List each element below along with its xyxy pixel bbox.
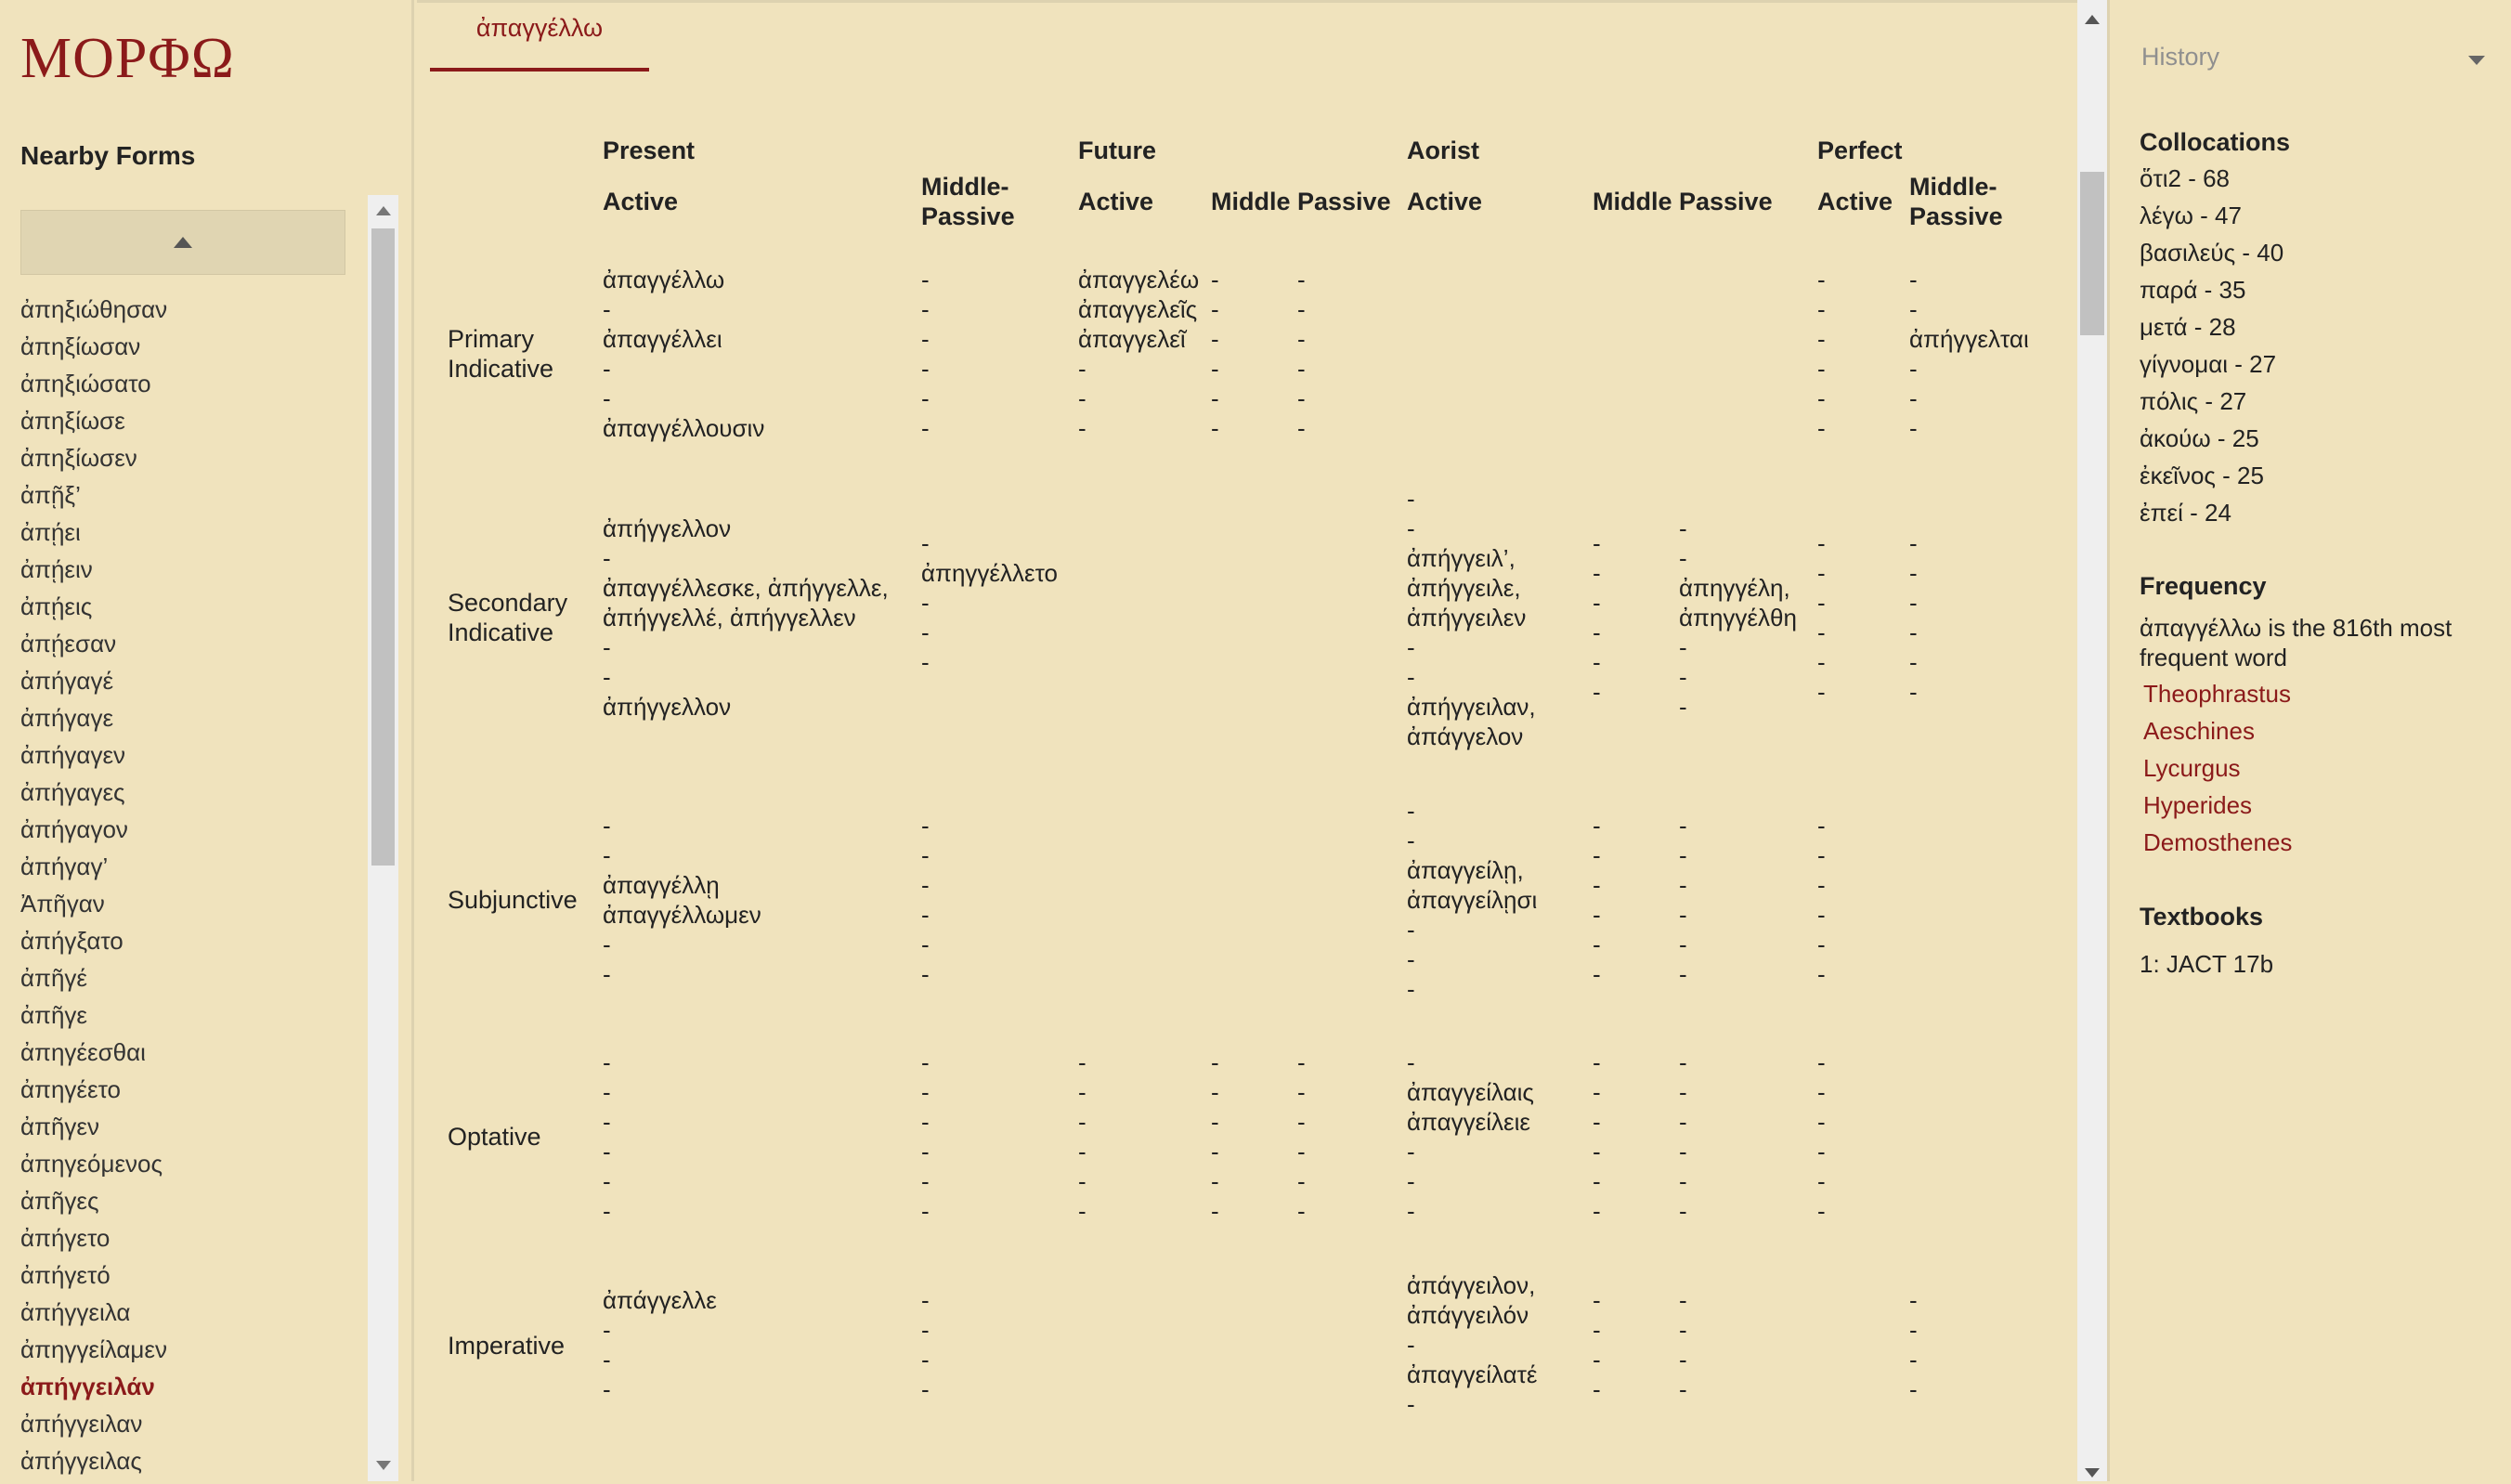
tab-lemma[interactable]: ἀπαγγέλλω [430, 3, 649, 72]
voice-perfect-active: Active [1817, 188, 1893, 215]
caret-up-icon [174, 237, 192, 248]
cell-secondary-perfect-active: - - - - - - [1817, 529, 1826, 706]
cell-optative-aorist-passive: - - - - - - [1679, 1048, 1687, 1225]
nearby-form-item[interactable]: ἀπήγγειλαν [20, 1410, 143, 1438]
nearby-form-item[interactable]: ἀπηξιώσατο [20, 370, 151, 397]
conjugation-table [417, 3, 2077, 1484]
voice-aorist-middle: Middle [1593, 188, 1672, 215]
nearby-form-item[interactable]: ἀπηξίωσεν [20, 444, 137, 472]
collocation-item[interactable]: μετά - 28 [2140, 313, 2236, 341]
scrollbar-thumb[interactable] [2080, 172, 2104, 335]
left-sidebar [0, 0, 414, 1481]
nearby-form-item[interactable]: ἀπηξίωσαν [20, 332, 141, 360]
cell-optative-future-active: - - - - - - [1078, 1048, 1086, 1225]
author-link[interactable]: Hyperides [2143, 791, 2253, 819]
cell-imperative-aorist-active: ἀπάγγειλον, ἀπάγγειλόν - ἀπαγγείλατέ - [1407, 1271, 1538, 1418]
collocation-item[interactable]: πόλις - 27 [2140, 387, 2247, 415]
collocation-item[interactable]: βασιλεύς - 40 [2140, 239, 2284, 267]
mood-imperative: Imperative [448, 1332, 566, 1360]
nearby-form-item[interactable]: ἀπήγγειλας [20, 1447, 142, 1475]
cell-optative-aorist-active: - ἀπαγγείλαις ἀπαγγείλειε - - - [1407, 1048, 1534, 1225]
nearby-form-item[interactable]: ἀπηγγείλαμεν [20, 1335, 168, 1363]
cell-subjunctive-perfect-active: - - - - - - [1817, 812, 1826, 988]
cell-optative-aorist-middle: - - - - - - [1593, 1048, 1601, 1225]
cell-imperative-aorist-middle: - - - - [1593, 1286, 1601, 1403]
cell-subjunctive-present-mp: - - - - - - [921, 812, 930, 988]
cell-imperative-perfect-mp: - - - - [1909, 1286, 1918, 1403]
nearby-form-item[interactable]: ἀπῄεις [20, 592, 93, 620]
collocation-item[interactable]: ἐκεῖνος - 25 [2140, 462, 2264, 489]
frequency-title: Frequency [2140, 572, 2267, 600]
nearby-form-item[interactable]: ἀπήγαγ’ [20, 853, 109, 880]
nearby-form-item[interactable]: ἀπήγαγον [20, 815, 128, 843]
nearby-form-item[interactable]: ἀπήγαγεν [20, 741, 126, 769]
nearby-form-item[interactable]: ἀπήγγειλα [20, 1298, 131, 1326]
collocations-title: Collocations [2140, 128, 2291, 156]
textbooks-list [2140, 945, 2273, 983]
cell-subjunctive-aorist-active: - - ἀπαγγείλῃ, ἀπαγγείλῃσι - - - [1407, 797, 1538, 1003]
mood-secondary-indicative: Secondary Indicative [448, 589, 568, 646]
voice-aorist-active: Active [1407, 188, 1483, 215]
collocation-item[interactable]: ὅτι2 - 68 [2140, 164, 2230, 192]
scroll-up-arrow-icon[interactable] [376, 206, 391, 215]
nearby-scroll-up-button[interactable] [20, 210, 345, 275]
nearby-form-item[interactable]: ἀπήγαγες [20, 778, 125, 806]
voice-present-middle-passive: Middle- Passive [921, 173, 1015, 230]
nearby-form-item[interactable]: ἀπήγξατο [20, 927, 124, 955]
authors-list [2140, 675, 2292, 861]
collocations-list [2140, 160, 2283, 531]
collocation-item[interactable]: ἀκούω - 25 [2140, 424, 2259, 452]
app-logo[interactable]: ΜΟΡΦΩ [20, 27, 235, 90]
right-sidebar [2107, 0, 2511, 1481]
tense-present: Present [603, 137, 696, 164]
voice-future-middle: Middle [1211, 188, 1291, 215]
voice-aorist-passive: Passive [1679, 188, 1773, 215]
cell-subjunctive-aorist-passive: - - - - - - [1679, 812, 1687, 988]
cell-secondary-aorist-active: - - ἀπήγγειλ’, ἀπήγγειλε, ἀπήγγειλεν - - ἀπήγγειλαν, ἀπάγγελον [1407, 485, 1536, 750]
cell-secondary-perfect-mp: - - - - - - [1909, 529, 1918, 706]
chevron-down-icon [2468, 56, 2485, 65]
collocation-item[interactable]: ἐπεί - 24 [2140, 499, 2231, 527]
voice-present-active: Active [603, 188, 679, 215]
cell-optative-perfect-active: - - - - - - [1817, 1048, 1826, 1225]
cell-subjunctive-present-active: - - ἀπαγγέλλῃ ἀπαγγέλλωμεν - - [603, 812, 761, 988]
cell-secondary-aorist-middle: - - - - - - [1593, 529, 1601, 706]
cell-secondary-present-mp: - ἀπηγγέλλετο - - - [921, 529, 1058, 676]
cell-subjunctive-aorist-middle: - - - - - - [1593, 812, 1601, 988]
nearby-form-item[interactable]: ἀπῆγέ [20, 964, 88, 992]
cell-primary-present-mp: - - - - - - [921, 266, 930, 442]
cell-imperative-aorist-passive: - - - - [1679, 1286, 1687, 1403]
cell-optative-future-middle: - - - - - - [1211, 1048, 1219, 1225]
nearby-form-item[interactable]: ἀπῆγες [20, 1187, 99, 1215]
frequency-text: ἀπαγγέλλω is the 816th most frequent word [2140, 614, 2452, 671]
main-scrollbar[interactable] [2077, 0, 2107, 1481]
nearby-form-item[interactable]: ἀπήγετο [20, 1224, 111, 1252]
author-link[interactable]: Theophrastus [2143, 680, 2291, 708]
history-dropdown[interactable] [2141, 43, 2485, 80]
nearby-form-item[interactable]: ἀπήγαγέ [20, 667, 114, 695]
nearby-form-item[interactable]: ἀπήγγειλάν [20, 1373, 155, 1400]
collocation-item[interactable]: γίγνομαι - 27 [2140, 350, 2277, 378]
author-link[interactable]: Aeschines [2143, 717, 2255, 745]
author-link[interactable]: Demosthenes [2143, 828, 2293, 856]
textbook-item[interactable]: 1: JACT 17b [2140, 950, 2274, 978]
main-panel [417, 0, 2077, 1481]
cell-imperative-present-mp: - - - - [921, 1286, 930, 1403]
cell-optative-present-mp: - - - - - - [921, 1048, 930, 1225]
cell-optative-future-passive: - - - - - - [1297, 1048, 1306, 1225]
nearby-form-item[interactable]: Ἀπῆγαν [20, 890, 105, 918]
nearby-form-item[interactable]: ἀπῄειν [20, 555, 93, 583]
nearby-form-item[interactable]: ἀπήγαγε [20, 704, 114, 732]
scroll-down-arrow-icon[interactable] [376, 1461, 391, 1470]
mood-optative: Optative [448, 1123, 541, 1151]
mood-primary-indicative: Primary Indicative [448, 325, 554, 383]
collocation-item[interactable]: παρά - 35 [2140, 276, 2246, 304]
collocation-item[interactable]: λέγω - 47 [2140, 202, 2242, 229]
cell-optative-present-active: - - - - - - [603, 1048, 611, 1225]
cell-primary-future-passive: - - - - - - [1297, 266, 1306, 442]
nearby-form-item[interactable]: ἀπῆγε [20, 1001, 88, 1029]
cell-primary-present-active: ἀπαγγέλλω - ἀπαγγέλλει - - ἀπαγγέλλουσιν [603, 266, 765, 442]
nearby-form-item[interactable]: ἀπηγέεσθαι [20, 1038, 146, 1066]
nearby-forms-title: Nearby Forms [20, 141, 196, 170]
nearby-form-item[interactable]: ἀπῄεσαν [20, 630, 117, 657]
textbooks-title: Textbooks [2140, 903, 2264, 931]
history-label: History [2141, 43, 2220, 71]
nearby-forms-list [20, 291, 364, 1479]
scrollbar-thumb[interactable] [371, 228, 395, 866]
nearby-form-item[interactable]: ἀπηξίωσε [20, 407, 125, 435]
scroll-down-arrow-icon[interactable] [2085, 1468, 2100, 1477]
nearby-form-item[interactable]: ἀπηγέετο [20, 1075, 121, 1103]
mood-subjunctive: Subjunctive [448, 886, 578, 914]
cell-imperative-present-active: ἀπάγγελλε - - - [603, 1286, 717, 1403]
tense-aorist: Aorist [1407, 137, 1480, 164]
cell-primary-future-middle: - - - - - - [1211, 266, 1219, 442]
tense-perfect: Perfect [1817, 137, 1903, 164]
voice-future-active: Active [1078, 188, 1154, 215]
cell-primary-perfect-mp: - - ἀπήγγελται - - - [1909, 266, 2029, 442]
nearby-form-item[interactable]: ἀπῇξ’ [20, 481, 81, 509]
author-link[interactable]: Lycurgus [2143, 754, 2241, 782]
cell-primary-perfect-active: - - - - - - [1817, 266, 1826, 442]
cell-primary-future-active: ἀπαγγελέω ἀπαγγελεῖς ἀπαγγελεῖ - - - [1078, 266, 1200, 442]
nearby-scrollbar[interactable] [368, 195, 398, 1481]
voice-future-passive: Passive [1297, 188, 1391, 215]
nearby-form-item[interactable]: ἀπηξιώθησαν [20, 295, 168, 323]
cell-secondary-present-active: ἀπήγγελλον - ἀπαγγέλλεσκε, ἀπήγγελλε, ἀπήγγελλέ, ἀπήγγελλεν - - ἀπήγγελλον [603, 514, 889, 721]
scroll-up-arrow-icon[interactable] [2085, 15, 2100, 24]
tense-future: Future [1078, 137, 1156, 164]
nearby-form-item[interactable]: ἀπηγεόμενος [20, 1150, 163, 1178]
nearby-form-item[interactable]: ἀπήγετό [20, 1261, 111, 1289]
voice-perfect-middle-passive: Middle- Passive [1909, 173, 2003, 230]
cell-secondary-aorist-passive: - - ἀπηγγέλη, ἀπηγγέλθη - - - [1679, 514, 1797, 721]
nearby-form-item[interactable]: ἀπῄει [20, 518, 81, 546]
nearby-form-item[interactable]: ἀπῆγεν [20, 1113, 100, 1140]
